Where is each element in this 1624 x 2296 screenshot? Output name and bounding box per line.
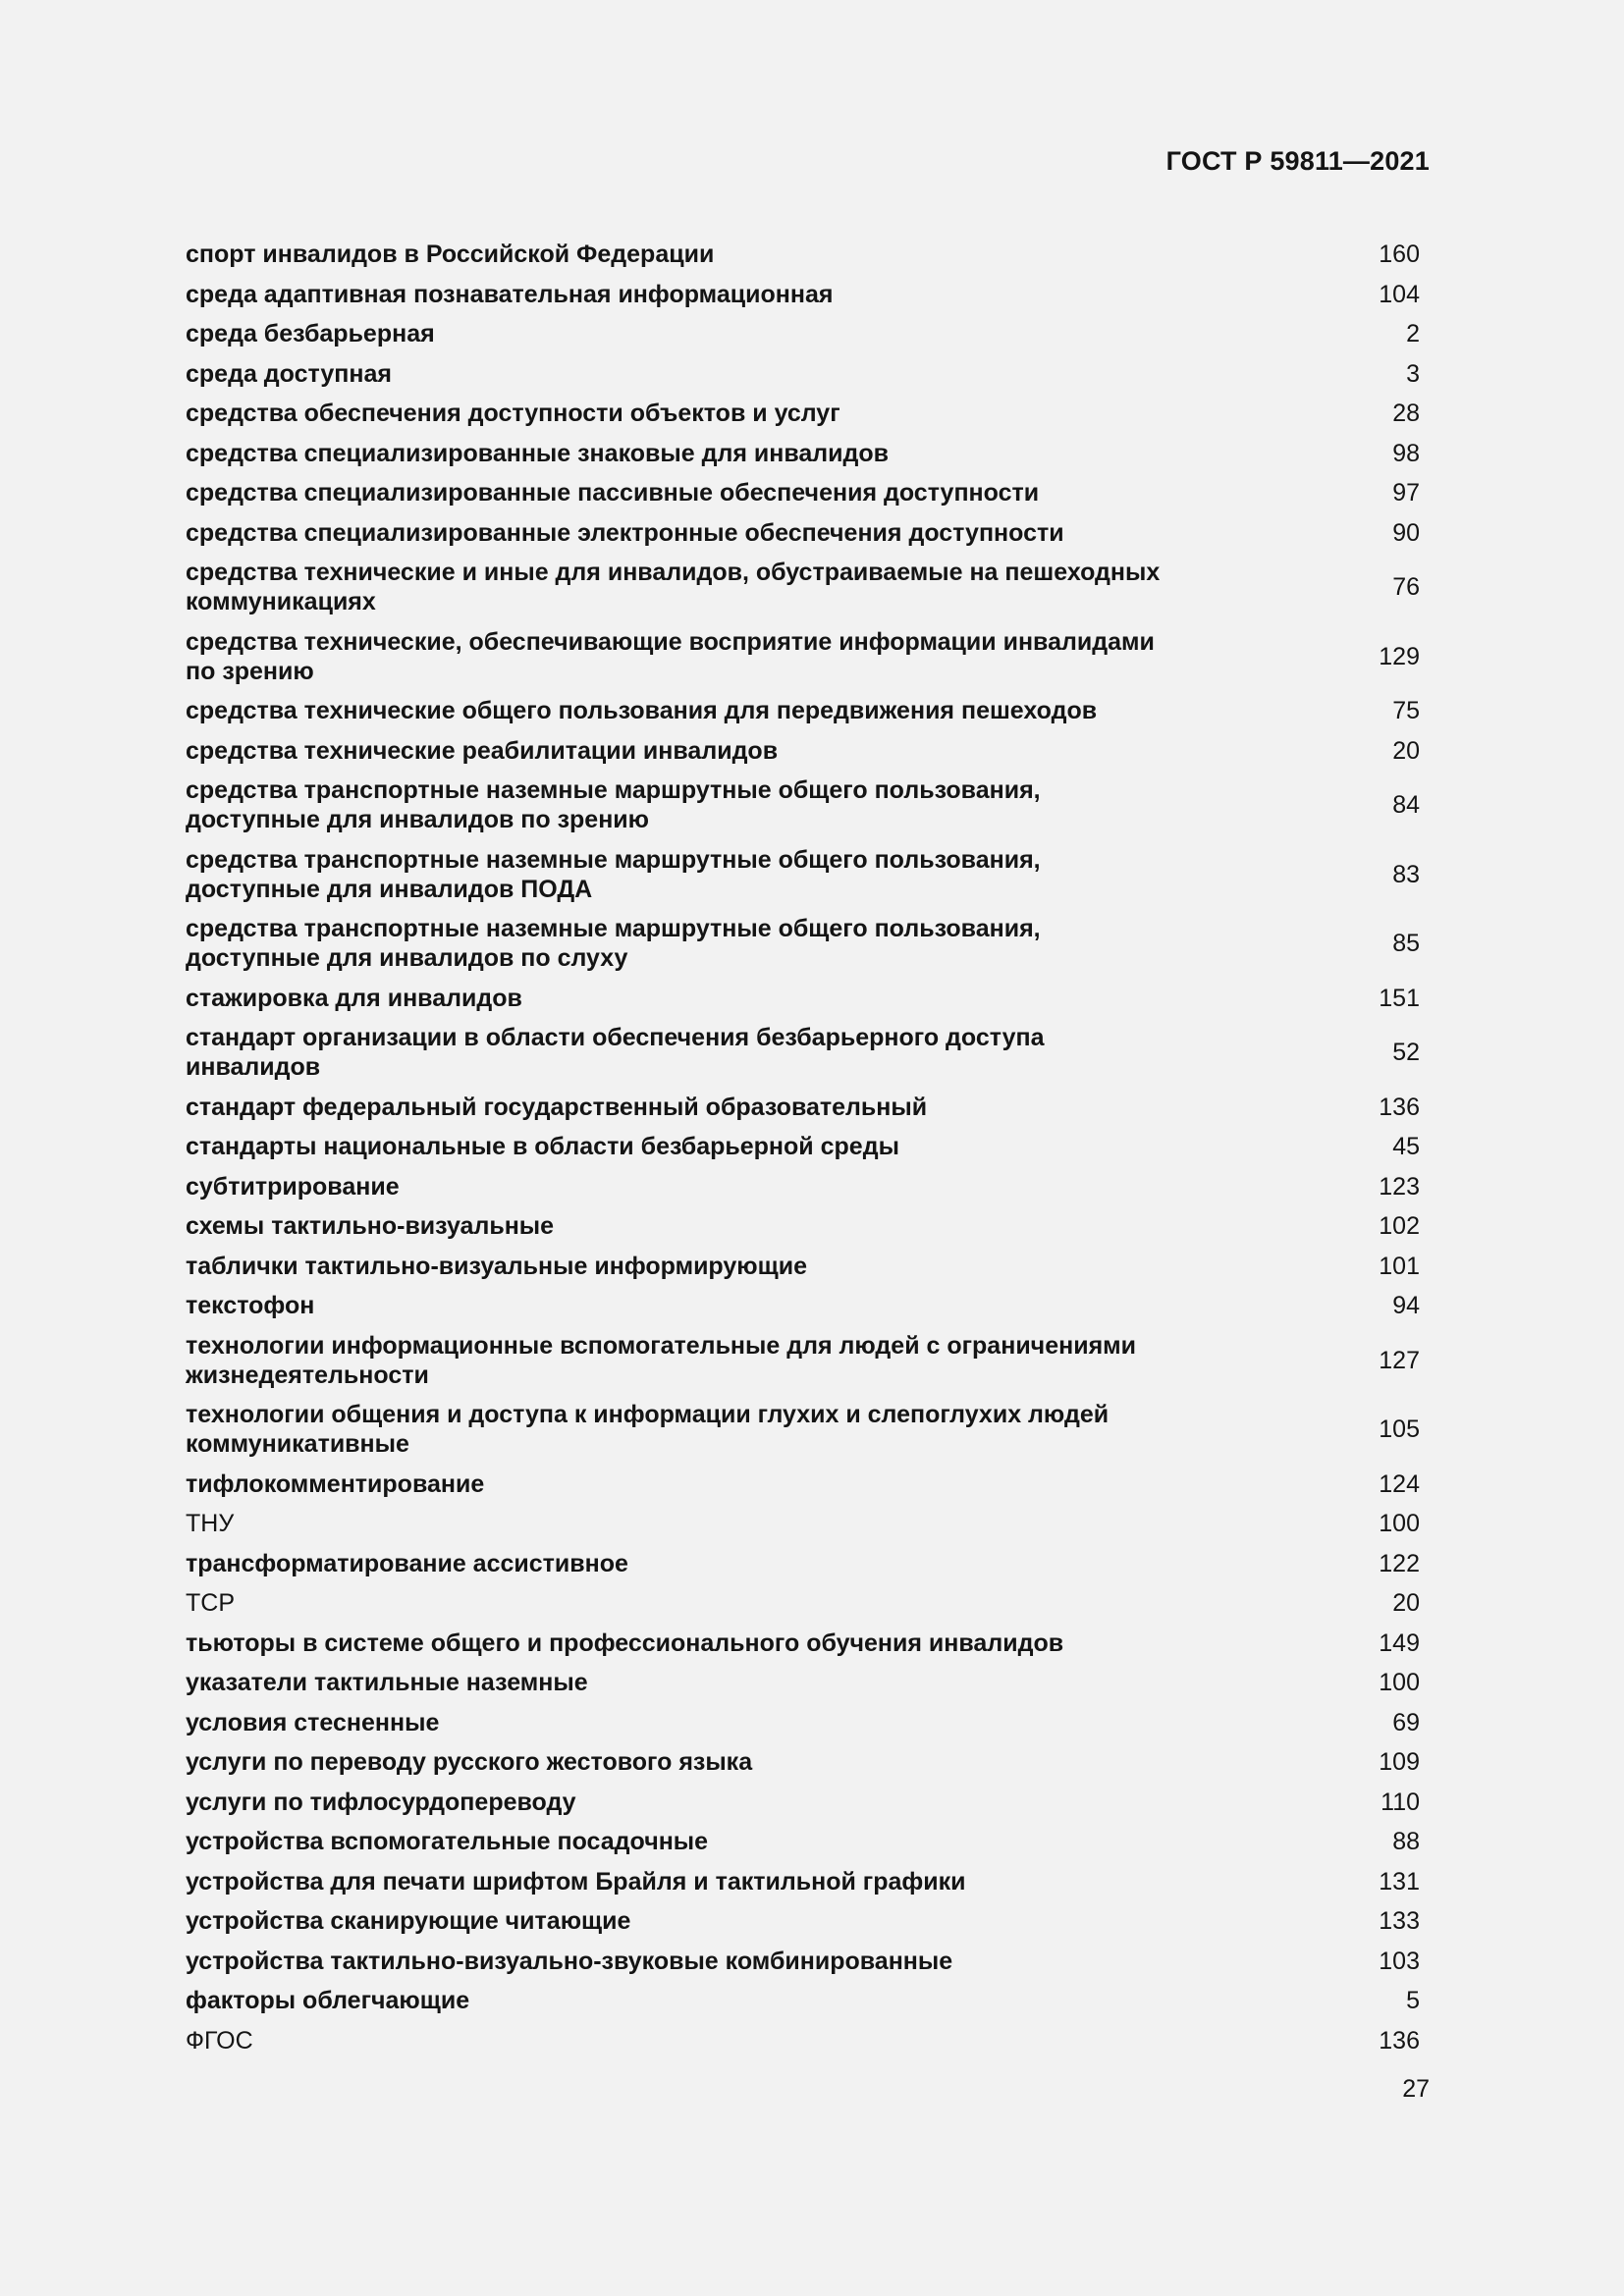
index-entry-page: 131 (1379, 1867, 1420, 1896)
index-entry-page: 69 (1392, 1708, 1420, 1736)
index-entry (186, 235, 1420, 275)
index-entry-term: факторы облегчающие (186, 1987, 470, 2014)
index-entry-term: технологии информационные вспомогательные для людей с ограничениями жизнедеятельности (186, 1331, 1137, 1389)
index-entry-page: 103 (1379, 1947, 1420, 1975)
index-entry-term: средства технические, обеспечивающие восприятие информации инвалидами по зрению (186, 627, 1155, 685)
index-entry-term: технологии общения и доступа к информации глухих и слепоглухих людей коммуникативные (186, 1401, 1110, 1458)
index-entry-term: средства транспортные наземные маршрутные общего пользования, доступные для инвалидов ПОДА (186, 845, 1041, 903)
index-entry (186, 1206, 1420, 1247)
index-entry-page: 52 (1392, 1039, 1420, 1066)
index-entry (186, 1583, 1420, 1624)
index-entry (186, 2021, 1420, 2061)
index-entry-page: 84 (1392, 791, 1420, 819)
index-entry-term: ТСР (186, 1589, 235, 1617)
index-entry-term: ТНУ (186, 1510, 235, 1537)
document-standard-code: ГОСТ Р 59811—2021 (1165, 146, 1430, 176)
index-entry-page: 127 (1379, 1346, 1420, 1374)
index-entry (186, 1981, 1420, 2021)
page-number: 27 (1402, 2075, 1430, 2103)
index-entry-term: средства технические и иные для инвалидов, обустраиваемые на пешеходных коммуникациях (186, 559, 1161, 615)
index-entry-page: 28 (1392, 400, 1420, 427)
index-entry-page: 136 (1379, 2026, 1420, 2055)
index-entry (186, 1942, 1420, 1982)
index-entry-page: 149 (1379, 1629, 1420, 1657)
index-entry (186, 1247, 1420, 1287)
index-entry-term: средства технические общего пользования для передвижения пешеходов (186, 697, 1098, 724)
index-entry-term: схемы тактильно-визуальные (186, 1212, 555, 1240)
index-entry (186, 394, 1420, 434)
index-entry-term: средства транспортные наземные маршрутные общего пользования, доступные для инвалидов по слуху (186, 915, 1041, 972)
index-entry (186, 1504, 1420, 1544)
index-entry-page: 94 (1392, 1292, 1420, 1319)
index-entry-term: средства специализированные электронные обеспечения доступности (186, 518, 1064, 547)
index-entry-page: 83 (1392, 860, 1420, 888)
index-entry-page: 109 (1379, 1748, 1420, 1776)
index-entry-term: средства транспортные наземные маршрутные общего пользования, доступные для инвалидов по зрению (186, 776, 1041, 833)
index-entry-term: устройства для печати шрифтом Брайля и тактильной графики (186, 1867, 966, 1896)
index-entry-term: устройства сканирующие читающие (186, 1907, 631, 1935)
index-entry-page: 104 (1379, 280, 1420, 308)
index-entry-page: 129 (1379, 642, 1420, 670)
index-entry (186, 1088, 1420, 1128)
index-entry-term: услуги по тифлосурдопереводу (186, 1788, 576, 1816)
index-entry-page: 98 (1392, 439, 1420, 467)
index-entry-term: устройства тактильно-визуально-звуковые комбинированные (186, 1947, 953, 1975)
index-entry-term: услуги по переводу русского жестового языка (186, 1748, 753, 1776)
index-entry-term: стажировка для инвалидов (186, 984, 522, 1012)
index-entry (186, 1544, 1420, 1584)
index-entry (186, 1742, 1420, 1783)
alphabetical-index-list (186, 235, 1420, 2060)
index-entry-term: средства технические реабилитации инвалидов (186, 736, 779, 765)
index-entry-page: 136 (1379, 1093, 1420, 1121)
index-entry (186, 731, 1420, 772)
index-entry (186, 1703, 1420, 1743)
index-entry-page: 102 (1379, 1212, 1420, 1240)
index-entry-page: 100 (1379, 1669, 1420, 1696)
index-entry-term: стандарт организации в области обеспечения безбарьерного доступа инвалидов (186, 1024, 1045, 1081)
index-entry (186, 979, 1420, 1019)
index-entry (186, 1822, 1420, 1862)
index-entry-page: 5 (1406, 1987, 1420, 2014)
index-entry-term: тифлокомментирование (186, 1469, 485, 1498)
index-entry (186, 1663, 1420, 1703)
index-entry-term: таблички тактильно-визуальные информирующие (186, 1252, 807, 1280)
index-entry (186, 1326, 1420, 1396)
index-entry-term: среда доступная (186, 359, 392, 388)
index-entry-term: спорт инвалидов в Российской Федерации (186, 240, 715, 268)
index-entry-page: 3 (1406, 359, 1420, 388)
index-entry (186, 314, 1420, 354)
index-entry (186, 1127, 1420, 1167)
index-entry-page: 133 (1379, 1907, 1420, 1935)
index-entry (186, 1465, 1420, 1505)
index-entry-page: 20 (1392, 1589, 1420, 1617)
index-entry-term: стандарт федеральный государственный образовательный (186, 1093, 928, 1121)
index-entry (186, 1286, 1420, 1326)
index-entry (186, 1018, 1420, 1088)
index-entry-page: 76 (1392, 573, 1420, 601)
index-entry-term: тьюторы в системе общего и профессионального обучения инвалидов (186, 1629, 1064, 1657)
index-entry-page: 100 (1379, 1510, 1420, 1537)
index-entry (186, 1167, 1420, 1207)
index-entry-term: ФГОС (186, 2026, 253, 2055)
index-entry-term: средства обеспечения доступности объектов и услуг (186, 400, 840, 427)
index-entry-term: трансформатирование ассистивное (186, 1549, 628, 1577)
index-entry-page: 97 (1392, 479, 1420, 507)
index-entry-page: 110 (1380, 1788, 1420, 1816)
index-entry-page: 124 (1379, 1469, 1420, 1498)
index-entry-page: 101 (1379, 1252, 1420, 1280)
index-entry-term: субтитрирование (186, 1172, 400, 1201)
index-entry-term: стандарты национальные в области безбарьерной среды (186, 1133, 899, 1160)
index-entry (186, 1783, 1420, 1823)
index-entry (186, 1395, 1420, 1465)
index-entry (186, 622, 1420, 692)
index-entry-page: 75 (1392, 697, 1420, 724)
index-entry (186, 434, 1420, 474)
index-entry (186, 553, 1420, 622)
index-entry (186, 513, 1420, 554)
index-entry (186, 1901, 1420, 1942)
index-entry-term: среда адаптивная познавательная информационная (186, 280, 834, 308)
index-entry-term: средства специализированные знаковые для инвалидов (186, 439, 890, 467)
index-entry-page: 160 (1379, 240, 1420, 268)
index-entry-page: 105 (1379, 1415, 1420, 1443)
index-entry-page: 2 (1406, 320, 1420, 347)
index-entry-page: 122 (1379, 1549, 1420, 1577)
index-entry (186, 473, 1420, 513)
index-entry-term: текстофон (186, 1292, 315, 1319)
index-entry-page: 20 (1392, 736, 1420, 765)
index-entry-page: 90 (1392, 518, 1420, 547)
index-entry-page: 123 (1379, 1172, 1420, 1201)
index-entry (186, 840, 1420, 910)
index-entry-term: средства специализированные пассивные обеспечения доступности (186, 479, 1040, 507)
index-entry-term: среда безбарьерная (186, 320, 435, 347)
index-entry-page: 151 (1379, 984, 1420, 1012)
index-entry (186, 771, 1420, 840)
index-entry (186, 275, 1420, 315)
index-entry-term: указатели тактильные наземные (186, 1669, 588, 1696)
index-entry-term: условия стесненные (186, 1708, 440, 1736)
index-entry (186, 691, 1420, 731)
index-entry-page: 45 (1392, 1133, 1420, 1160)
index-entry-page: 88 (1392, 1828, 1420, 1855)
index-entry-term: устройства вспомогательные посадочные (186, 1828, 709, 1855)
index-entry-page: 85 (1392, 930, 1420, 957)
index-entry (186, 909, 1420, 979)
index-entry (186, 1624, 1420, 1664)
index-entry (186, 354, 1420, 395)
index-entry (186, 1862, 1420, 1902)
